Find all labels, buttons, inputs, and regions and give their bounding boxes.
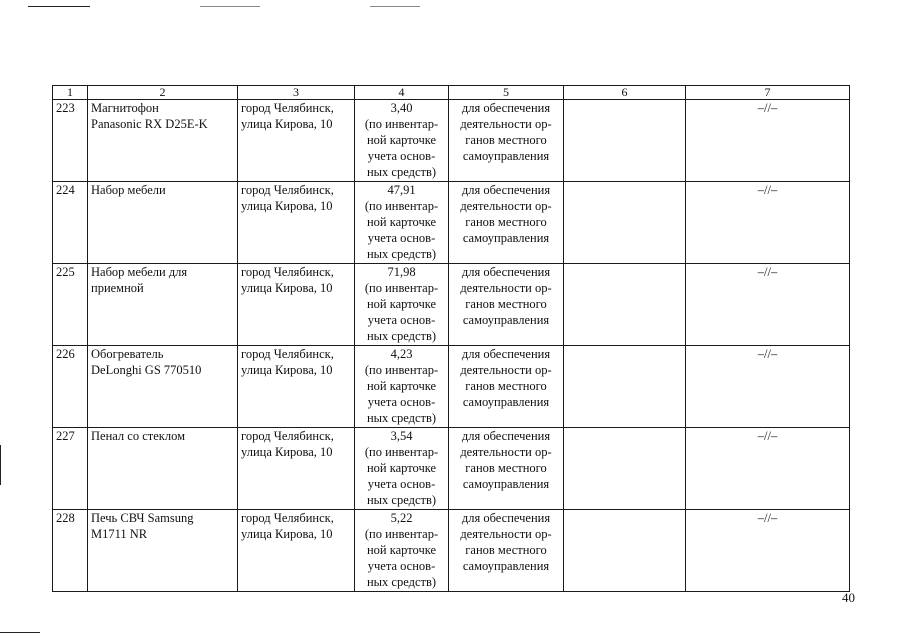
scan-artifact-top [28, 6, 90, 7]
header-col-6: 6 [564, 86, 686, 100]
scan-artifact-top-dash-2 [370, 6, 420, 7]
row-number: 227 [53, 428, 88, 510]
table-row [53, 182, 850, 264]
item-name: Обогреватель DeLonghi GS 770510 [88, 346, 238, 428]
header-col-5: 5 [449, 86, 564, 100]
item-name: Пенал со стеклом [88, 428, 238, 510]
table-row [53, 264, 850, 346]
header-col-1: 1 [53, 86, 88, 100]
item-col6 [564, 264, 686, 346]
item-purpose: для обеспечения деятельности ор- ганов местного самоуправления [449, 264, 564, 346]
row-number: 225 [53, 264, 88, 346]
item-col7: –//– [686, 428, 850, 510]
row-number: 224 [53, 182, 88, 264]
header-col-4: 4 [355, 86, 449, 100]
item-address: город Челябинск, улица Кирова, 10 [238, 182, 355, 264]
item-value: 3,40 (по инвентар- ной карточке учета основ- ных средств) [355, 100, 449, 182]
table-row [53, 510, 850, 592]
item-purpose: для обеспечения деятельности ор- ганов местного самоуправления [449, 428, 564, 510]
item-address: город Челябинск, улица Кирова, 10 [238, 264, 355, 346]
inventory-table [52, 85, 850, 592]
table-header-row [53, 86, 850, 100]
header-col-3: 3 [238, 86, 355, 100]
item-col7: –//– [686, 346, 850, 428]
table-row [53, 100, 850, 182]
item-value: 4,23 (по инвентар- ной карточке учета основ- ных средств) [355, 346, 449, 428]
item-col7: –//– [686, 510, 850, 592]
item-value: 47,91 (по инвентар- ной карточке учета основ- ных средств) [355, 182, 449, 264]
item-col6 [564, 182, 686, 264]
table-row [53, 346, 850, 428]
item-address: город Челябинск, улица Кирова, 10 [238, 346, 355, 428]
item-purpose: для обеспечения деятельности ор- ганов местного самоуправления [449, 182, 564, 264]
item-address: город Челябинск, улица Кирова, 10 [238, 428, 355, 510]
item-value: 71,98 (по инвентар- ной карточке учета основ- ных средств) [355, 264, 449, 346]
item-address: город Челябинск, улица Кирова, 10 [238, 100, 355, 182]
row-number: 223 [53, 100, 88, 182]
item-name: Магнитофон Panasonic RX D25E-K [88, 100, 238, 182]
row-number: 226 [53, 346, 88, 428]
scan-artifact-top-dash [200, 6, 260, 7]
item-name: Печь СВЧ Samsung M1711 NR [88, 510, 238, 592]
row-number: 228 [53, 510, 88, 592]
scan-artifact-bottom [0, 632, 40, 633]
header-col-7: 7 [686, 86, 850, 100]
header-col-2: 2 [88, 86, 238, 100]
scan-artifact-left-edge [0, 445, 1, 485]
item-col7: –//– [686, 100, 850, 182]
table-row [53, 428, 850, 510]
item-value: 5,22 (по инвентар- ной карточке учета основ- ных средств) [355, 510, 449, 592]
item-name: Набор мебели [88, 182, 238, 264]
item-col7: –//– [686, 182, 850, 264]
item-value: 3,54 (по инвентар- ной карточке учета основ- ных средств) [355, 428, 449, 510]
item-col6 [564, 510, 686, 592]
item-name: Набор мебели для приемной [88, 264, 238, 346]
item-purpose: для обеспечения деятельности ор- ганов местного самоуправления [449, 510, 564, 592]
item-col6 [564, 346, 686, 428]
item-col6 [564, 100, 686, 182]
item-col6 [564, 428, 686, 510]
item-col7: –//– [686, 264, 850, 346]
item-address: город Челябинск, улица Кирова, 10 [238, 510, 355, 592]
item-purpose: для обеспечения деятельности ор- ганов местного самоуправления [449, 100, 564, 182]
item-purpose: для обеспечения деятельности ор- ганов местного самоуправления [449, 346, 564, 428]
page-number: 40 [842, 590, 855, 605]
